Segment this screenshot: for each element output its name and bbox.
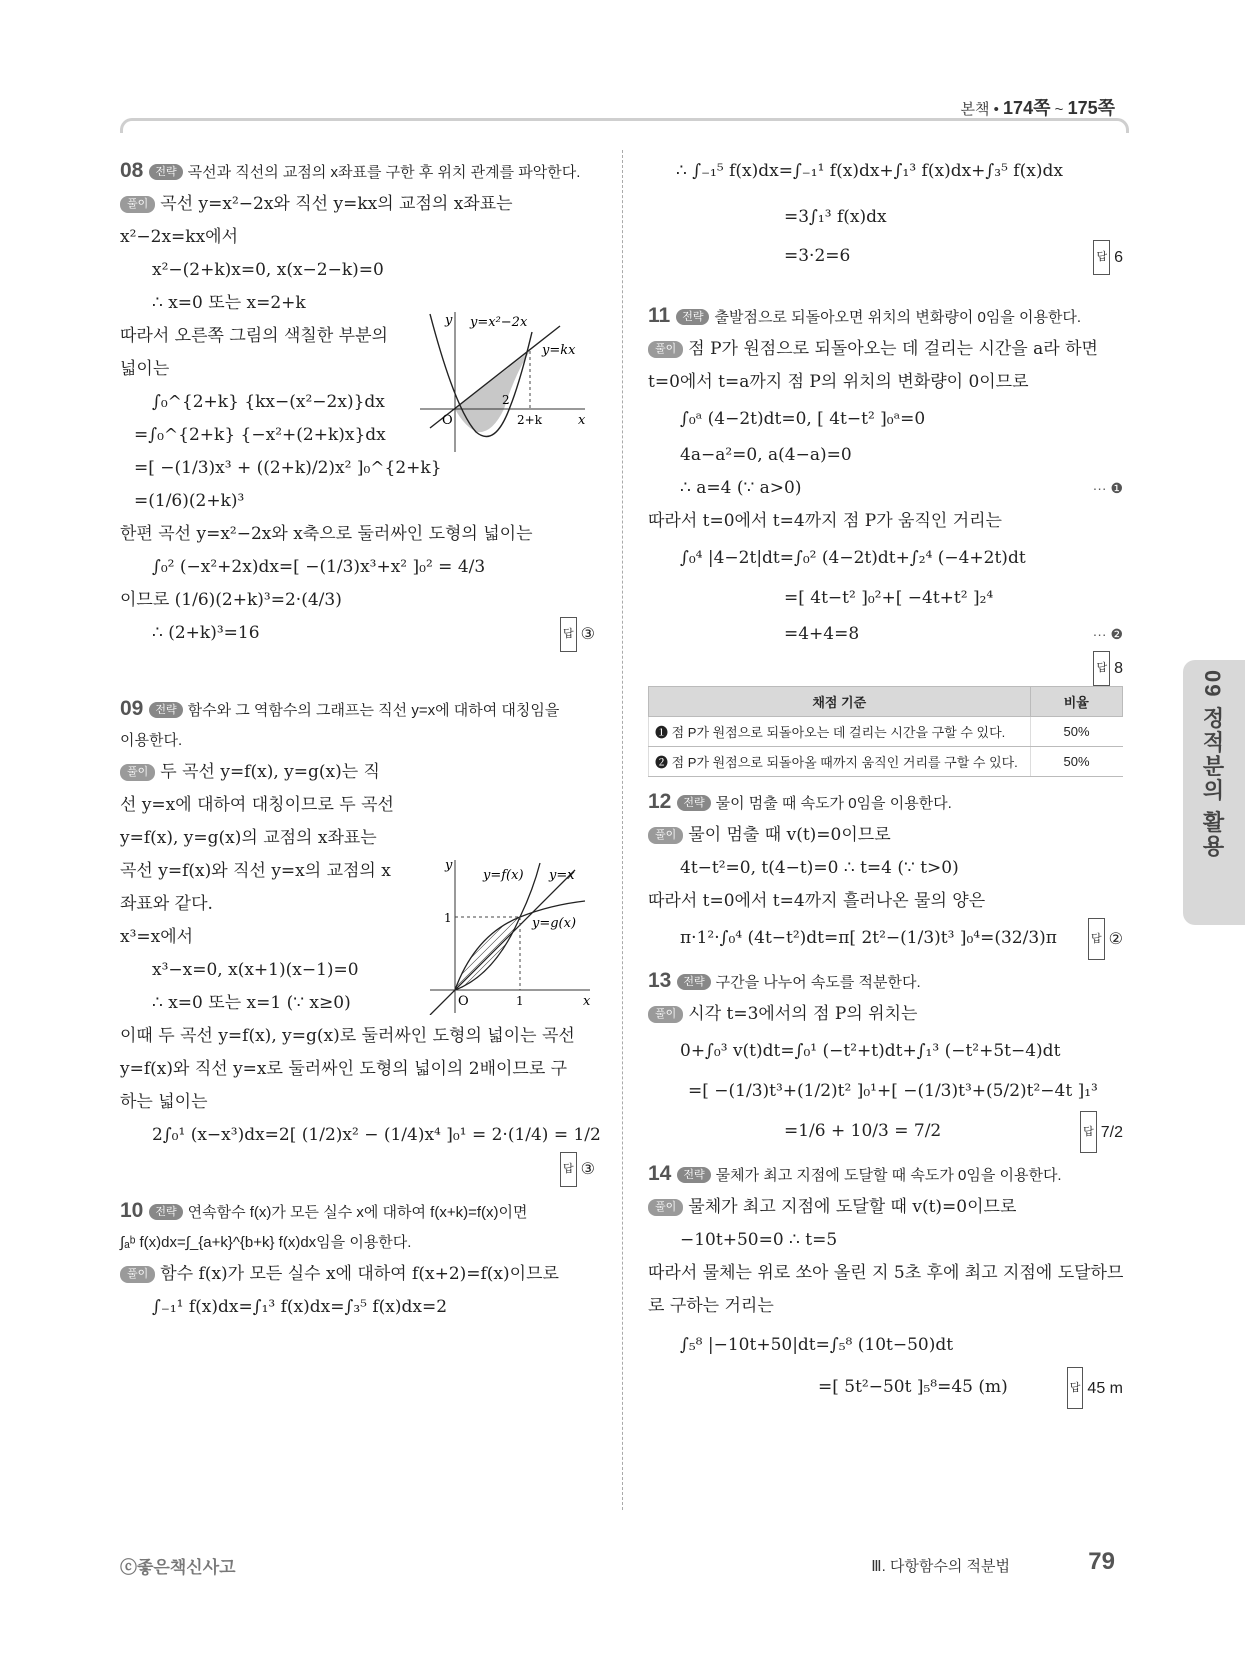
solution-line: 점 P가 원점으로 되돌아오는 데 걸리는 시간을 a라 하면 (688, 339, 1098, 359)
solution-line: 물이 멈출 때 v(t)=0이므로 (688, 825, 891, 845)
solution-line: 따라서 오른쪽 그림의 색칠한 부분의 (120, 326, 388, 346)
answer-icon: 답 (1080, 1111, 1097, 1153)
solution-line: −10t+50=0 ∴ t=5 (680, 1230, 838, 1250)
page-to: 175쪽 (1067, 98, 1115, 118)
problem-number: 14 (648, 1162, 672, 1185)
solution-line: 시각 t=3에서의 점 P의 위치는 (688, 1004, 918, 1024)
problem-number: 11 (648, 304, 671, 327)
problem-13 (648, 966, 1123, 1151)
y-axis-label: y (445, 313, 453, 328)
solution-line: x³−x=0, x(x+1)(x−1)=0 (152, 960, 359, 980)
table-header: 비율 (1030, 687, 1123, 717)
strategy-tag: 전략 (676, 309, 709, 325)
solution-line: ∫₋₁¹ f(x)dx=∫₁³ f(x)dx=∫₃⁵ f(x)dx=2 (152, 1297, 448, 1317)
answer-icon: 답 (560, 1152, 577, 1187)
right-column (648, 148, 1123, 1409)
answer-value: 45 m (1087, 1380, 1123, 1397)
answer-value: 8 (1114, 660, 1123, 677)
solution-line: 0+∫₀³ v(t)dt=∫₀¹ (−t²+t)dt+∫₁³ (−t²+5t−4)dt (680, 1041, 1061, 1061)
solution-line: 4a−a²=0, a(4−a)=0 (680, 445, 852, 465)
solution-tag: 풀이 (648, 827, 683, 844)
problem-14 (648, 1159, 1123, 1407)
step-marker-1: ··· ❶ (1092, 480, 1123, 496)
strategy-text: 물이 멈출 때 속도가 0임을 이용한다. (715, 795, 952, 812)
g-label: y=g(x) (532, 916, 577, 931)
solution-line: 2∫₀¹ (x−x³)dx=2[ (1/2)x² − (1/4)x⁴ ]₀¹ = 2·(1/4) = 1/2 (152, 1125, 601, 1145)
strategy-text: 연속함수 f(x)가 모든 실수 x에 대하여 f(x+k)=f(x)이면 (187, 1204, 528, 1221)
page-from: 174쪽 (1003, 98, 1051, 118)
strategy-tag: 전략 (677, 974, 710, 990)
solution-line: ∫₀ᵃ (4−2t)dt=0, [ 4t−t² ]₀ᵃ=0 (680, 409, 926, 429)
strategy-text: 물체가 최고 지점에 도달할 때 속도가 0임을 이용한다. (715, 1167, 1062, 1184)
strategy-text: 곡선과 직선의 교점의 x좌표를 구한 후 위치 관계를 파악한다. (187, 164, 581, 181)
unit-title: Ⅲ. 다항함수의 적분법 (871, 1558, 1010, 1575)
solution-line: 좌표와 같다. (120, 894, 213, 914)
solution-line: 따라서 t=0에서 t=4까지 흘러나온 물의 양은 (648, 891, 986, 911)
solution-line: 넓이는 (120, 359, 170, 379)
table-header-row (649, 687, 1123, 717)
answer-value: ③ (580, 626, 595, 643)
line-label: y=x (549, 868, 575, 883)
graph-09 (425, 855, 595, 1015)
step-marker-2: ··· ❷ (1092, 626, 1123, 642)
problem-number: 12 (648, 790, 672, 813)
solution-line: =[ −(1/3)x³ + ((2+k)/2)x² ]₀^{2+k} (134, 458, 442, 478)
table-row (649, 717, 1123, 747)
solution-line: ∴ x=0 또는 x=1 (∵ x≥0) (152, 993, 351, 1013)
problem-number: 08 (120, 159, 144, 182)
solution-line: 한편 곡선 y=x²−2x와 x축으로 둘러싸인 도형의 넓이는 (120, 524, 533, 544)
table-header: 채점 기준 (649, 687, 1031, 717)
answer-value: ② (1108, 931, 1123, 948)
answer-value: ③ (580, 1161, 595, 1178)
solution-line: ∫₅⁸ |−10t+50|dt=∫₅⁸ (10t−50)dt (680, 1335, 954, 1355)
x-axis-label: x (578, 413, 586, 428)
solution-line: y=f(x)와 직선 y=x로 둘러싸인 도형의 넓이의 2배이므로 구 (120, 1059, 568, 1079)
answer-icon: 답 (1067, 1367, 1084, 1409)
solution-line: =∫₀^{2+k} {−x²+(2+k)x}dx (134, 425, 386, 445)
solution-tag: 풀이 (120, 1266, 155, 1283)
curve-label: y=x²−2x (470, 315, 528, 330)
answer (560, 1152, 595, 1187)
hatched-region (455, 917, 520, 990)
scoring-table (648, 686, 1123, 777)
solution-line: y=f(x), y=g(x)의 교점의 x좌표는 (120, 828, 377, 848)
publisher-logo: ⓒ좋은책신사고 (120, 1558, 236, 1577)
problem-number: 10 (120, 1199, 144, 1222)
bullet: • (993, 101, 999, 118)
strategy-tag: 전략 (677, 1167, 710, 1183)
tilde: ~ (1054, 101, 1064, 118)
table-row (649, 747, 1123, 777)
solution-line: =(1/6)(2+k)³ (134, 491, 245, 511)
table-cell: 50% (1030, 747, 1123, 777)
strategy-tag: 전략 (149, 702, 182, 718)
solution-tag: 풀이 (648, 341, 683, 358)
solution-line: x²−(2+k)x=0, x(x−2−k)=0 (152, 260, 384, 280)
solution-tag: 풀이 (648, 1199, 683, 1216)
chapter-tab-label: 09 정적분의 활용 (1200, 670, 1225, 859)
strategy-tag: 전략 (149, 164, 182, 180)
top-rule (120, 118, 1129, 133)
solution-line: 따라서 t=0에서 t=4까지 점 P가 움직인 거리는 (648, 511, 1002, 531)
f-label: y=f(x) (483, 868, 524, 883)
strategy-text: 함수와 그 역함수의 그래프는 직선 y=x에 대하여 대칭임을 (187, 702, 560, 719)
solution-line: ∴ a=4 (∵ a>0) (680, 478, 802, 498)
book-label: 본책 (960, 101, 990, 118)
solution-tag: 풀이 (120, 196, 155, 213)
answer (1080, 1111, 1123, 1153)
tick-x-1: 1 (516, 994, 524, 1008)
solution-line: ∫₀² (−x²+2x)dx=[ −(1/3)x³+x² ]₀² = 4/3 (152, 557, 486, 577)
strategy-text: ∫ₐᵇ f(x)dx=∫_{a+k}^{b+k} f(x)dx임을 이용한다. (120, 1234, 412, 1251)
problem-10 (120, 1196, 595, 1324)
answer (1088, 918, 1123, 960)
solution-line: ∴ (2+k)³=16 (152, 623, 260, 643)
tick-2-label: 2 (502, 393, 510, 407)
origin-label: O (442, 413, 453, 428)
table-cell: ❷ 점 P가 원점으로 되돌아올 때까지 움직인 거리를 구할 수 있다. (649, 747, 1031, 777)
strategy-tag: 전략 (677, 795, 710, 811)
graph-08 (420, 312, 595, 452)
page-number: 79 (1088, 1548, 1115, 1575)
answer-icon: 답 (1093, 240, 1110, 275)
answer (560, 617, 595, 652)
tick-y-1: 1 (444, 911, 452, 925)
table-cell: 50% (1030, 717, 1123, 747)
problem-number: 09 (120, 697, 144, 720)
strategy-text: 이용한다. (120, 732, 183, 749)
solution-line: ∫₀^{2+k} {kx−(x²−2x)}dx (152, 392, 385, 412)
page-reference (960, 94, 1115, 120)
answer-icon: 답 (560, 617, 577, 652)
line-label: y=kx (542, 343, 576, 358)
solution-line: 곡선 y=f(x)와 직선 y=x의 교점의 x (120, 861, 391, 881)
column-divider (622, 150, 623, 1510)
solution-line: =3·2=6 (784, 246, 851, 266)
strategy-text: 출발점으로 되돌아오면 위치의 변화량이 0임을 이용한다. (714, 309, 1082, 326)
strategy-tag: 전략 (149, 1204, 182, 1220)
chapter-tab (1183, 660, 1245, 925)
problem-11 (648, 301, 1123, 777)
solution-tag: 풀이 (648, 1006, 683, 1023)
solution-line: =[ 5t²−50t ]₅⁸=45 (m) (818, 1377, 1008, 1397)
x-axis-label: x (583, 994, 591, 1009)
solution-line: 4t−t²=0, t(4−t)=0 ∴ t=4 (∵ t>0) (680, 858, 959, 878)
problem-number: 13 (648, 969, 672, 992)
solution-line: t=0에서 t=a까지 점 P의 위치의 변화량이 0이므로 (648, 372, 1029, 392)
solution-line: 물체가 최고 지점에 도달할 때 v(t)=0이므로 (688, 1197, 1017, 1217)
solution-line: =1/6 + 10/3 = 7/2 (784, 1121, 942, 1141)
origin-label: O (458, 994, 469, 1009)
solution-line: 로 구하는 거리는 (648, 1296, 774, 1316)
tick-2k-label: 2+k (517, 413, 542, 427)
solution-line: =3∫₁³ f(x)dx (784, 207, 887, 227)
line-y-x (430, 870, 575, 1015)
solution-line: ∴ x=0 또는 x=2+k (152, 293, 306, 313)
answer-icon: 답 (1088, 918, 1105, 960)
solution-line: ∴ ∫₋₁⁵ f(x)dx=∫₋₁¹ f(x)dx+∫₁³ f(x)dx+∫₃⁵ f(x)dx (676, 161, 1063, 181)
solution-line: 곡선 y=x²−2x와 직선 y=kx의 교점의 x좌표는 (160, 194, 513, 214)
solution-line: 이므로 (1/6)(2+k)³=2·(4/3) (120, 590, 342, 610)
solution-line: =4+4=8 (784, 624, 860, 644)
answer-value: 6 (1114, 249, 1123, 266)
solution-line: 따라서 물체는 위로 쏘아 올린 지 5초 후에 최고 지점에 도달하므 (648, 1263, 1124, 1283)
answer (1093, 240, 1123, 275)
solution-line: =[ 4t−t² ]₀²+[ −4t+t² ]₂⁴ (784, 588, 994, 608)
solution-line: 함수 f(x)가 모든 실수 x에 대하여 f(x+2)=f(x)이므로 (160, 1264, 559, 1284)
y-axis-label: y (445, 858, 453, 873)
solution-line: 하는 넓이는 (120, 1092, 208, 1112)
solution-line: π·1²·∫₀⁴ (4t−t²)dt=π[ 2t²−(1/3)t³ ]₀⁴=(32/3)π (680, 928, 1057, 948)
solution-line: ∫₀⁴ |4−2t|dt=∫₀² (4−2t)dt+∫₂⁴ (−4+2t)dt (680, 548, 1026, 568)
table-cell: ❶ 점 P가 원점으로 되돌아오는 데 걸리는 시간을 구할 수 있다. (649, 717, 1031, 747)
problem-12 (648, 787, 1123, 958)
solution-line: x³=x에서 (120, 927, 194, 947)
solution-line: 선 y=x에 대하여 대칭이므로 두 곡선 (120, 795, 394, 815)
solution-line: 두 곡선 y=f(x), y=g(x)는 직 (160, 762, 380, 782)
solution-line: x²−2x=kx에서 (120, 227, 239, 247)
problem-10-continued (648, 148, 1123, 273)
answer-value: 7/2 (1100, 1124, 1123, 1141)
strategy-text: 구간을 나누어 속도를 적분한다. (715, 974, 921, 991)
answer-icon: 답 (1093, 651, 1110, 686)
answer (1067, 1367, 1123, 1409)
solution-line: 이때 두 곡선 y=f(x), y=g(x)로 둘러싸인 도형의 넓이는 곡선 (120, 1026, 575, 1046)
solution-line: =[ −(1/3)t³+(1/2)t² ]₀¹+[ −(1/3)t³+(5/2)t²−4t ]₁³ (688, 1081, 1098, 1101)
solution-tag: 풀이 (120, 764, 155, 781)
answer (1093, 651, 1123, 686)
